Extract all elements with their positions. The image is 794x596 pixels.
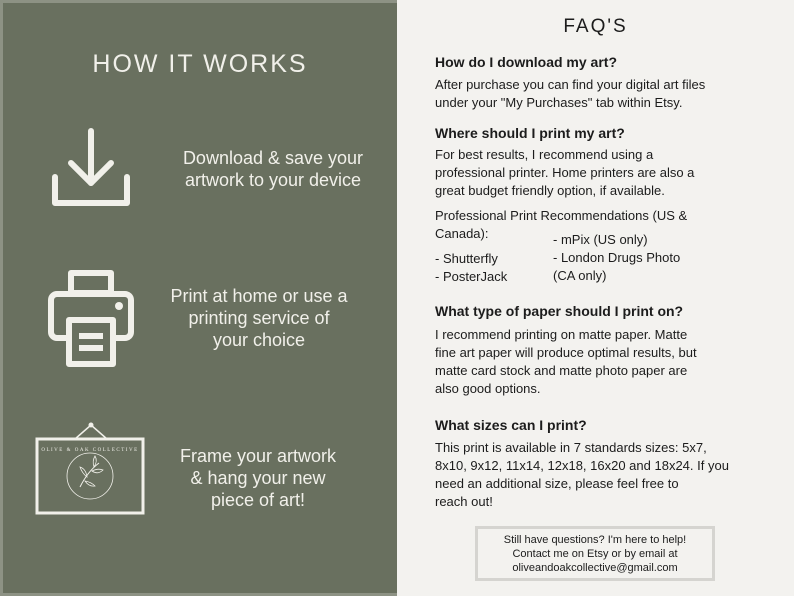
step-frame: [3, 421, 397, 517]
step-print: [3, 268, 397, 368]
recommendations-col-2: - mPix (US only) - London Drugs Photo (CA only): [553, 232, 681, 283]
faq-question-sizes: What sizes can I print?: [435, 417, 587, 433]
how-it-works-title: HOW IT WORKS: [92, 50, 308, 78]
faq-question-paper: What type of paper should I print on?: [435, 303, 684, 319]
step-download: [3, 123, 397, 213]
logo-text: OLIVE & OAK COLLECTIVE: [41, 448, 139, 453]
faq-answer-sizes: This print is available in 7 standards sizes: 5x7, 8x10, 9x12, 11x14, 12x18, 16x20 and 18x24. If you need an additional size, please feel free to reach out!: [435, 440, 729, 509]
contact-email[interactable]: oliveandoakcollective@gmail.com: [512, 562, 678, 574]
faq-answer-where-print: For best results, I recommend using a professional printer. Home printers are also a great budget friendly option, if available.: [435, 147, 695, 198]
faq-question-download: How do I download my art?: [435, 54, 617, 70]
hanging-frame-icon: [35, 421, 147, 517]
download-icon: [49, 125, 133, 209]
step-download-text: Download & save your artwork to your device: [182, 148, 364, 190]
print-recommendations: Professional Print Recommendations (US & Canada): - Shutterfly - PosterJack - mPix (US only) - London Drugs Photo (CA only): [435, 208, 688, 284]
step-print-text: Print at home or use a printing service of your choice: [170, 286, 348, 350]
printer-icon: [47, 268, 135, 368]
faq-question-where-print: Where should I print my art?: [435, 125, 625, 141]
step-frame-text: Frame your artwork & hang your new piece of art!: [179, 446, 337, 510]
recommendations-col-1: - Shutterfly - PosterJack: [435, 251, 508, 284]
faq-panel: [397, 0, 794, 596]
contact-box: Still have questions? I'm here to help! Contact me on Etsy or by email at oliveandoakcollective@gmail.com: [475, 526, 715, 581]
faq-answer-paper: I recommend printing on matte paper. Matte fine art paper will produce optimal results, but matte card stock and matte photo paper are also good options.: [435, 327, 697, 396]
faq-title: FAQ'S: [563, 16, 628, 37]
faq-answer-download: After purchase you can find your digital art files under your "My Purchases" tab within Etsy.: [435, 77, 706, 110]
